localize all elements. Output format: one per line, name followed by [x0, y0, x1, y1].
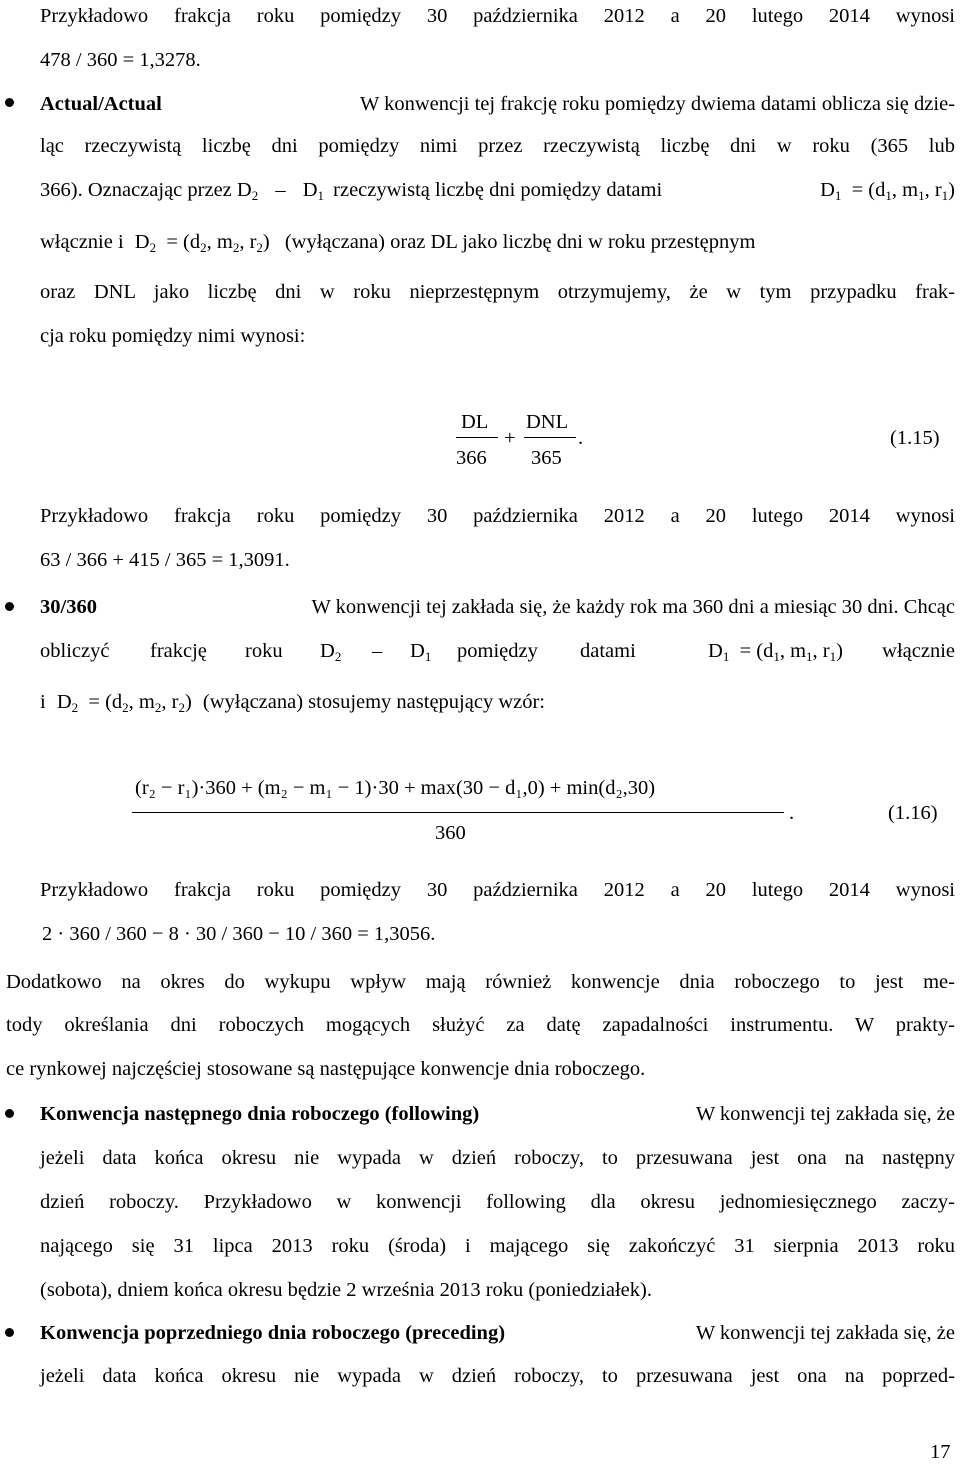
denominator: 365	[531, 447, 562, 469]
numerator: (r₂ − r₁)·360 + (m₂ − m₁ − 1)·30 + max(30 − d₁,0) + min(d₂,30)	[135, 777, 656, 799]
fraction-bar	[132, 812, 784, 813]
period: .	[789, 802, 795, 824]
convention-30-360-line-1	[40, 597, 955, 618]
text: W konwencji tej zakłada się, że	[695, 1103, 955, 1125]
paragraph-line-math	[40, 692, 545, 714]
plus-sign: +	[504, 427, 516, 449]
date-d2-formula: $D_2 = (d_2$, $m_2$, $r_2$)	[134, 231, 270, 255]
numerator: DL	[461, 411, 489, 433]
example-result: 63 / 366 + 415 / 365 = 1,3091.	[40, 549, 290, 571]
paragraph-line-math: 366). Oznaczając przez $D_2 - D_1$ rzeczywistą liczbę dni pomiędzy datami $D_1 = (d_1$, $m_1$, $r_1$)	[40, 179, 955, 203]
text: datami	[580, 640, 636, 662]
text: roku	[245, 640, 283, 662]
bullet-icon	[5, 1328, 14, 1337]
example-text-line: Przykładowo frakcja roku pomiędzy 30 października 2012 a 20 lutego 2014 wynosi	[40, 879, 955, 901]
following-line-1	[40, 1104, 955, 1125]
paragraph-line: ce rynkowej najczęściej stosowane są następujące konwencje dnia roboczego.	[6, 1058, 646, 1080]
text: W konwencji tej zakłada się, że każdy rok ma 360 dni a miesiąc 30 dni. Chcąc	[311, 596, 955, 618]
page-number: 17	[930, 1441, 951, 1463]
text: i	[40, 691, 46, 713]
date-d2-formula: $D_2 = (d_2$, $m_2$, $r_2$)	[56, 691, 192, 715]
numerator: DNL	[526, 411, 569, 433]
paragraph-line: jeżeli data końca okresu nie wypada w dzień roboczy, to przesuwana jest ona na poprzed-	[40, 1365, 955, 1387]
bullet-icon	[5, 1109, 14, 1118]
bullet-icon	[5, 602, 14, 611]
denominator: 366	[456, 447, 487, 469]
bullet-icon	[5, 98, 14, 107]
text: D	[302, 179, 318, 201]
preceding-line-1	[40, 1323, 955, 1344]
example-result: 2 · 360 / 360 − 8 · 30 / 360 − 10 / 360 = 1,3056.	[42, 923, 436, 945]
equation-number: (1.15)	[890, 427, 940, 449]
fraction-bar	[456, 437, 498, 438]
date-d1-formula: $D_1 = (d_1$, $m_1$, $r_1$)	[820, 179, 955, 203]
convention-title: Actual/Actual	[40, 93, 162, 115]
denominator: 360	[435, 822, 466, 844]
period: .	[578, 427, 584, 449]
text: W konwencji tej zakłada się, że	[695, 1322, 955, 1344]
actual-actual-line-1	[40, 94, 955, 115]
fraction-bar	[524, 437, 576, 438]
text: włącznie	[882, 640, 955, 662]
paragraph-line: dzień roboczy. Przykładowo w konwencji following dla okresu jednomiesięcznego zaczy-	[40, 1191, 955, 1213]
text: W konwencji tej frakcję roku pomiędzy dwiema datami oblicza się dzie-	[359, 93, 955, 115]
text: obliczyć	[40, 640, 110, 662]
convention-title: Konwencja następnego dnia roboczego (following)	[40, 1103, 480, 1125]
paragraph-line: tody określania dni roboczych mogących służyć za datę zapadalności instrumentu. W prakty-	[6, 1014, 955, 1036]
text: (wyłączana) stosujemy następujący wzór:	[202, 691, 545, 713]
date-d1-formula: $D_1 = (d_1$, $m_1$, $r_1$)	[708, 640, 843, 664]
equation-number: (1.16)	[888, 802, 938, 824]
example-text-line: Przykładowo frakcja roku pomiędzy 30 października 2012 a 20 lutego 2014 wynosi	[40, 505, 955, 527]
paragraph-line: nającego się 31 lipca 2013 roku (środa) i mającego się zakończyć 31 sierpnia 2013 roku	[40, 1235, 955, 1257]
text: włącznie i	[40, 231, 124, 253]
convention-title: Konwencja poprzedniego dnia roboczego (preceding)	[40, 1322, 506, 1344]
paragraph-line: (sobota), dniem końca okresu będzie 2 września 2013 roku (poniedziałek).	[40, 1279, 652, 1301]
paragraph-line: jeżeli data końca okresu nie wypada w dzień roboczy, to przesuwana jest ona na następny	[40, 1147, 955, 1169]
paragraph-line-math	[40, 232, 955, 254]
text: (wyłączana) oraz DL jako liczbę dni w roku przestępnym	[284, 231, 756, 253]
example-text-line: Przykładowo frakcja roku pomiędzy 30 października 2012 a 20 lutego 2014 wynosi	[40, 5, 955, 27]
paragraph-line: oraz DNL jako liczbę dni w roku nieprzestępnym otrzymujemy, że w tym przypadku frak-	[40, 281, 955, 303]
text: pomiędzy	[457, 640, 538, 662]
text: frakcję	[150, 640, 207, 662]
text: rzeczywistą liczbę dni pomiędzy datami	[333, 179, 663, 201]
convention-title: 30/360	[40, 596, 97, 618]
text: 366). Oznaczając przez D	[40, 179, 252, 201]
paragraph-line: ląc rzeczywistą liczbę dni pomiędzy nimi przez rzeczywistą liczbę dni w roku (365 lub	[40, 135, 955, 157]
paragraph-line: cja roku pomiędzy nimi wynosi:	[40, 325, 306, 347]
paragraph-line: Dodatkowo na okres do wykupu wpływ mają również konwencje dnia roboczego to jest me-	[6, 971, 955, 993]
example-result: 478 / 360 = 1,3278.	[40, 49, 201, 71]
